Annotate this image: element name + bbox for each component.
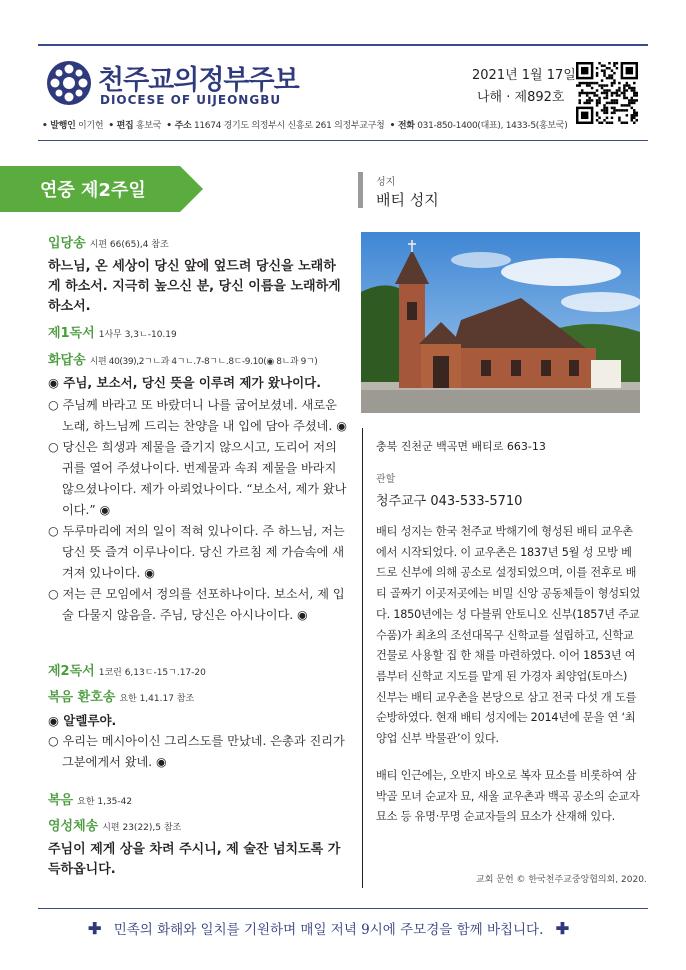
bulletin-title: 천주교의정부주보: [98, 65, 299, 96]
psalm-response: ◉ 주님, 보소서, 당신 뜻을 이루려 제가 왔나이다.: [48, 375, 321, 390]
sunday-title: 연중 제2주일: [40, 180, 146, 201]
gospel-label: 복음: [48, 793, 74, 808]
communion-text: 주님이 제게 상을 차려 주시니, 제 술잔 넘치도록 가득하옵니다.: [48, 842, 341, 877]
bulletin-subtitle: DIOCESE OF UIJEONGBU: [100, 93, 282, 107]
psalm-verse: ○ 두루마리에 저의 일이 적혀 있나이다. 주 하느님, 저는 당신 뜻 즐겨 이루나이다. 당신 가르침 제 가슴속에 새겨져 있나이다. ◉: [48, 524, 345, 580]
gospel-ref: 요한 1,35-42: [77, 797, 133, 807]
alleluia-label: 복음 환호송: [48, 690, 116, 705]
entrance-label: 입당송: [48, 236, 86, 251]
reading1-ref: 1사무 3,3ㄴ-10.19: [98, 330, 177, 340]
editor-label: • 편집: [108, 121, 134, 131]
shrine-address: 충북 진천군 백곡면 배티로 663-13: [376, 440, 546, 453]
reading1-label: 제1독서: [48, 326, 95, 341]
publisher: 이기헌: [78, 121, 104, 131]
first-reading: [48, 322, 348, 341]
phone: 031-850-1400(대표), 1433-5(홍보국): [417, 121, 568, 131]
header-rule: [38, 140, 648, 141]
section-marker: [358, 172, 363, 208]
communion-antiphon: [48, 815, 348, 880]
top-rule: [38, 44, 648, 46]
footer-rule: [38, 908, 648, 909]
issue-number: 나해 · 제892호: [477, 90, 565, 105]
cross-icon: ✚: [88, 919, 102, 938]
column-divider: [362, 428, 363, 888]
reading2-ref: 1코린 6,13ㄷ-15ㄱ.17-20: [98, 668, 206, 678]
shrine-office: 청주교구 043-533-5710: [376, 494, 523, 509]
psalm-label: 화답송: [48, 353, 86, 368]
entrance-text: 하느님, 온 세상이 당신 앞에 엎드려 당신을 노래하게 하소서. 지극히 높으신 분, 당신 이름을 노래하게 하소서.: [48, 259, 341, 314]
publication-info: [42, 118, 567, 131]
shrine-name: 배티 성지: [376, 191, 439, 209]
alleluia-ref: 요한 1,41.17 참조: [119, 694, 195, 704]
issue-date: 2021년 1월 17일: [472, 68, 576, 83]
copyright-note: 교회 문헌 © 한국천주교중앙협의회, 2020.: [476, 875, 647, 885]
qr-code-icon[interactable]: [576, 62, 638, 124]
publisher-label: • 발행인: [42, 121, 76, 131]
entrance-antiphon: [48, 232, 348, 317]
psalm-verse: ○ 주님께 바라고 또 바랐더니 나를 굽어보셨네. 새로운 노래, 하느님께 드리는 찬양을 내 입에 담아 주셨네. ◉: [48, 398, 347, 433]
gospel-acclamation: [48, 686, 348, 773]
alleluia-verse: ○ 우리는 메시아이신 그리스도를 만났네. 은총과 진리가 그분에게서 왔네. ◉: [48, 734, 345, 769]
address: 11674 경기도 의정부시 신흥로 261 의정부교구청: [193, 121, 385, 131]
footer-text: 민족의 화해와 일치를 기원하며 매일 저녁 9시에 주모경을 함께 바칩니다.: [113, 922, 544, 938]
communion-ref: 시편 23(22),5 참조: [102, 823, 182, 833]
communion-label: 영성체송: [48, 819, 99, 834]
shrine-category: 성지: [376, 177, 396, 188]
responsorial-psalm: [48, 349, 348, 626]
entrance-ref: 시편 66(65),4 참조: [89, 240, 169, 250]
cross-icon: ✚: [555, 919, 570, 938]
editor: 홍보국: [135, 121, 162, 131]
psalm-ref: 시편 40(39),2ㄱㄴ과 4ㄱㄴ.7-8ㄱㄴ.8ㄷ-9.10(◉ 8ㄴ과 9ㄱ): [89, 357, 318, 367]
reading2-label: 제2독서: [48, 664, 95, 679]
address-label: • 주소: [166, 121, 192, 131]
psalm-verse: ○ 저는 큰 모임에서 정의를 선포하나이다. 보소서, 제 입술 다물지 않음을. 주님, 당신은 아시나이다. ◉: [48, 587, 345, 622]
shrine-history: 배티 성지는 한국 천주교 박해기에 형성된 배티 교우촌에서 시작되었다. 이 교우촌은 1837년 5월 성 모방 베드로 신부에 의해 공소로 설정되었으며, 이를 전후로 배티 골짜기 이곳저곳에는 비밀 신앙 공동체들이 형성되었다. 1850년에는 성 다블뤼 안토니오 신부(1857년 주교 수품)가 최초의 조선대목구 신학교를 설립하고, 신학교 건물로 사용할 집 한 채를 마련하였다. 이어 1853년 여름부터 신학교 지도를 맡게 된 가경자 최양업(토마스) 신부는 배티 교우촌을 본당으로 삼고 전국 다섯 개 도를 순방하였다. 현재 배티 성지에는 2014년에 문을 연 ‘최양업 신부 박물관’이 있다.: [376, 525, 641, 746]
footer-prayer: [88, 918, 608, 938]
office-label: 관할: [376, 474, 396, 485]
gospel: [48, 789, 348, 808]
shrine-nearby-tombs: 배티 인근에는, 오반지 바오로 복자 묘소를 비롯하여 삼박골 모녀 순교자 묘, 새울 교우촌과 백곡 공소의 순교자 묘소 등 유명·무명 순교자들의 묘소가 산재해 있다.: [376, 769, 640, 824]
psalm-verse: ○ 당신은 희생과 제물을 즐기지 않으시고, 도리어 저의 귀를 열어 주셨나이다. 번제물과 속죄 제물을 바라지 않으셨나이다. 제가 아뢰었나이다. “보소서, 제가 왔나이다.” ◉: [48, 440, 347, 517]
shrine-church-photo: [361, 232, 640, 413]
diocese-logo-icon: [46, 60, 92, 106]
phone-label: • 전화: [389, 121, 415, 131]
second-reading: [48, 660, 348, 679]
alleluia-response: ◉ 알렐루야.: [48, 713, 117, 728]
